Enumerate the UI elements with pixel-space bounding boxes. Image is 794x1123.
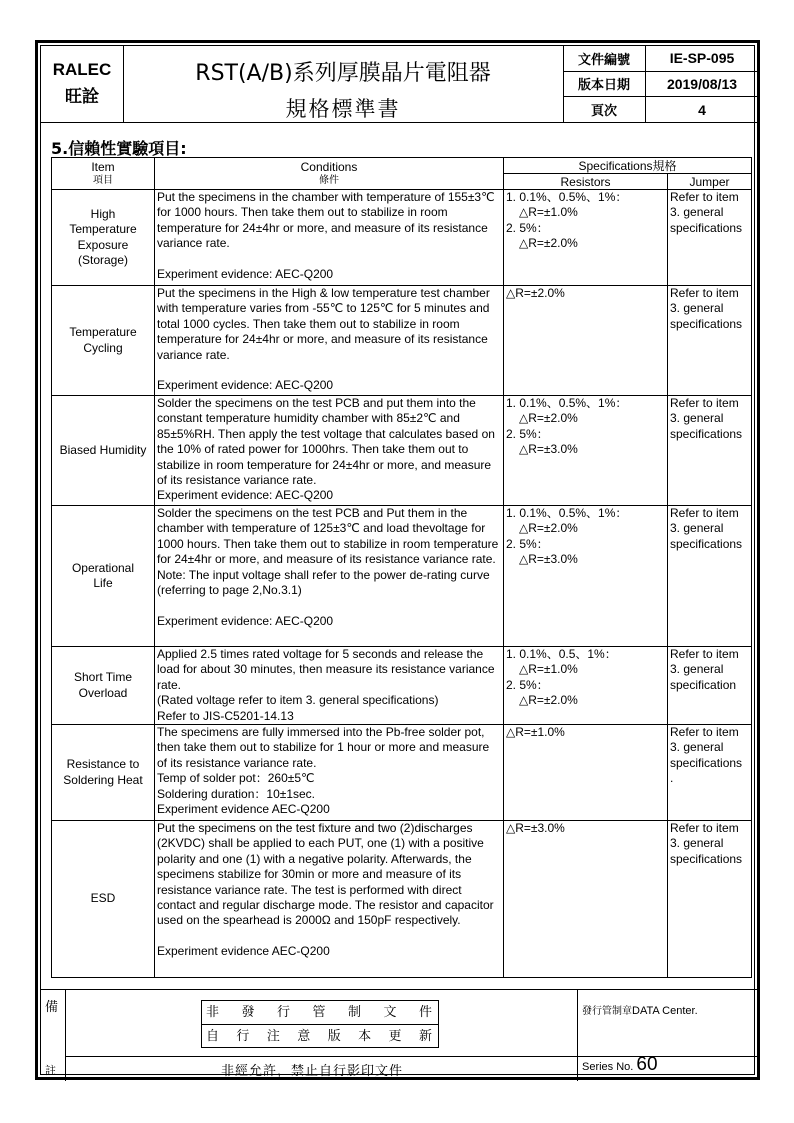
test-item-name [52,821,155,978]
date-label: 版本日期 [563,71,646,97]
document-footer [41,989,758,1081]
resistor-spec-line: △R=±2.0% [506,286,565,300]
jumper-spec-line: 3. general [670,836,724,851]
test-conditions [155,647,504,725]
resistor-spec [504,725,668,821]
jumper-spec [668,396,752,506]
header-item-en: Item [91,159,115,174]
resistor-spec [504,506,668,647]
header-item-zh: 項目 [93,174,113,186]
test-item-name-line: High [90,206,116,221]
test-item-name-line: (Storage) [77,252,129,267]
test-conditions-line [157,363,501,378]
jumper-spec-line: Refer to item [670,647,739,661]
header-specifications: Specifications規格 [504,158,752,174]
test-item-name [52,286,155,396]
test-item-name-line: Overload [78,685,128,700]
title-line1: RST(A/B)系列厚膜晶片電阻器 [195,61,491,86]
table-body [52,190,752,978]
resistor-spec-line: 2. 5%： [506,426,549,441]
page-label: 頁次 [563,97,646,122]
section-title: 5.信賴性實驗項目: [51,139,187,158]
jumper-spec-line: Refer to item [670,725,739,740]
jumper-spec-line: specifications [670,426,743,441]
control-stamp-label-zh: 發行管制章 [582,1006,632,1017]
test-conditions-line: Soldering duration：10±1sec. [157,786,316,801]
jumper-spec-line: specifications [670,316,743,331]
test-conditions-line: Put the specimens on the test fixture and two (2)discharges (2KVDC) shall be applied to each PUT, one (1) with a positive polarity and one (1) with a negative polarity. Afterwards, the specimens stabilize for 30min or more and measure of its resistance variance rate. The test is performed with direct contact and regular discharge mode. The resistor and capacitor used on the spearhead is 2000Ω and 150pF respectively. [157,821,494,928]
test-item-name-line: Temperature [69,222,137,237]
test-conditions-line [157,252,501,267]
footer-divider [577,990,578,1081]
table-row [52,506,752,647]
test-conditions-line: The specimens are fully immersed into the Pb-free solder pot, then take them out to stabilize for 1 hour or more and measure of its resistance variance rate. [157,725,490,770]
jumper-spec [668,647,752,725]
jumper-spec-line: Refer to item [670,190,739,204]
table-row [52,286,752,396]
notice-line2: 自行注意版本更新 [206,1029,434,1044]
test-item-name-line: Resistance to [66,757,140,772]
jumper-spec-line: 3. general [670,411,724,426]
test-item-name-line: Life [93,576,113,590]
jumper-spec [668,821,752,978]
test-conditions-line: Refer to JIS-C5201-14.13 [157,708,294,723]
resistor-spec-line: △R=±2.0% [519,693,578,708]
jumper-spec-line: 3. general [670,205,724,220]
jumper-spec-line: specifications [670,536,743,551]
resistor-spec [504,821,668,978]
header-conditions-en: Conditions [300,159,358,174]
resistor-spec [504,396,668,506]
jumper-spec-line: Refer to item [670,506,739,520]
test-item-name-line: Cycling [83,340,123,355]
test-conditions-line: Solder the specimens on the test PCB and Put them in the chamber with temperature of 125±3℃ and load thevoltage for 1000 hours. Then take them out to stabilize in room temperature for 24±4hr or more, and measure of its resistance variance rate. [157,506,499,567]
resistor-spec-line: △R=±3.0% [519,552,578,567]
test-item-name-line: Short Time [73,670,133,685]
test-conditions [155,396,504,506]
jumper-spec [668,725,752,821]
series-label: Series No. [582,1061,634,1073]
resistor-spec [504,190,668,286]
test-conditions [155,286,504,396]
test-conditions-line: Experiment evidence: AEC-Q200 [157,267,334,282]
resistor-spec-line: 1. 0.1%、0.5、1%： [506,647,617,661]
title-line2: 規格標準書 [285,97,401,121]
doc-no-label: 文件編號 [563,46,646,71]
resistor-spec-line: 2. 5%： [506,677,549,692]
test-conditions [155,821,504,978]
table-row [52,190,752,286]
test-conditions [155,190,504,286]
jumper-spec [668,286,752,396]
series-number [582,1054,658,1076]
test-item-name-line: Biased Humidity [59,442,147,457]
remark-label-bottom: 註 [45,1064,56,1077]
jumper-spec-line: specifications [670,851,743,866]
test-item-name-line: ESD [90,891,116,906]
test-conditions-line: Temp of solder pot：260±5℃ [157,771,315,786]
test-item-name-line: Exposure [77,237,129,252]
test-conditions-line: Experiment evidence: AEC-Q200 [157,488,334,503]
table-row [52,821,752,978]
test-item-name [52,396,155,506]
reliability-test-table [51,157,752,978]
resistor-spec-line: 1. 0.1%、0.5%、1%： [506,506,628,520]
copy-prohibited-notice: 非經允許，禁止自行影印文件 [221,1064,404,1079]
test-conditions-line: Put the specimens in the chamber with temperature of 155±3℃ for 1000 hours. Then take them out to stabilize in room temperature for 24±4hr or more, and measure of its resistance variance rate. [157,190,495,251]
test-conditions [155,725,504,821]
test-item-name-line: Temperature [69,325,137,340]
jumper-spec-line: 3. general [670,662,724,677]
jumper-spec-line: Refer to item [670,286,739,300]
test-conditions-line: Experiment evidence: AEC-Q200 [157,613,334,628]
test-conditions-line: Solder the specimens on the test PCB and put them into the constant temperature humidity chamber with 85±2℃ and 85±5%RH. Then apply the test voltage that calculates based on the 10% of rated power for 1000hrs. Then take them out to stabilize in room temperature for 24±4hr or more, and measure of its resistance variance rate. [157,396,495,488]
test-item-name [52,725,155,821]
header-conditions-zh: 條件 [319,174,339,186]
test-conditions-line: Note: The input voltage shall refer to the power de-rating curve (referring to page 2,No.3.1) [157,567,490,598]
control-stamp-label-en: DATA Center. [632,1005,698,1017]
header-item [52,158,155,190]
test-conditions-line [157,598,501,613]
company-name-en: RALEC [52,60,112,79]
document-title [123,46,564,122]
resistor-spec-line: 2. 5%： [506,220,549,235]
resistor-spec-line: △R=±3.0% [519,442,578,457]
test-item-name [52,190,155,286]
document-inner-frame [40,45,755,1079]
jumper-spec-line: 3. general [670,521,724,536]
resistor-spec-line: △R=±1.0% [519,662,578,677]
jumper-spec-line: Refer to item [670,821,739,836]
jumper-spec [668,506,752,647]
page-value: 4 [698,101,706,118]
resistor-spec [504,286,668,396]
jumper-spec [668,190,752,286]
header-conditions [155,158,504,190]
doc-no-value: IE-SP-095 [646,46,759,71]
test-item-name-line: Soldering Heat [63,772,143,787]
table-row [52,647,752,725]
header-resistors: Resistors [504,174,668,190]
resistor-spec-line: △R=±1.0% [506,725,565,740]
test-conditions-line: Experiment evidence AEC-Q200 [157,802,330,817]
resistor-spec-line: △R=±2.0% [519,236,578,251]
jumper-spec-line: Refer to item [670,396,739,410]
test-conditions [155,506,504,647]
jumper-spec-line: . [670,771,674,786]
jumper-spec-line: specifications [670,220,743,235]
test-conditions-line: Experiment evidence AEC-Q200 [157,944,330,959]
document-frame [35,40,760,1080]
test-item-name [52,506,155,647]
table-row [52,396,752,506]
test-conditions-line: (Rated voltage refer to item 3. general specifications) [157,693,439,708]
jumper-spec-line: specification [670,677,737,692]
header-jumper: Jumper [668,174,752,190]
resistor-spec [504,647,668,725]
table-row [52,725,752,821]
company-name-zh: 旺詮 [65,87,99,107]
test-item-name [52,647,155,725]
remark-label-top: 備 [45,1000,59,1015]
test-item-name-line: Operational [71,560,135,575]
document-header [41,46,758,123]
jumper-spec-line: 3. general [670,740,724,755]
test-conditions-line: Experiment evidence: AEC-Q200 [157,378,334,393]
jumper-spec-line: specifications [670,755,743,770]
date-value: 2019/08/13 [646,71,759,97]
document-meta [563,46,758,122]
control-stamp-label [582,1002,698,1017]
resistor-spec-line: 1. 0.1%、0.5%、1%： [506,396,628,410]
notice-line1: 非發行管制文件 [202,1001,438,1025]
jumper-spec-line: 3. general [670,301,724,316]
uncontrolled-document-notice [201,1000,439,1048]
test-conditions-line: Applied 2.5 times rated voltage for 5 seconds and release the load for about 30 minutes, then measure its resistance variance rate. [157,647,495,692]
resistor-spec-line: 1. 0.1%、0.5%、1%： [506,190,628,204]
resistor-spec-line: △R=±2.0% [519,411,578,426]
company-logo [41,46,124,122]
resistor-spec-line: △R=±3.0% [506,821,565,836]
resistor-spec-line: △R=±2.0% [519,521,578,536]
test-conditions-line: Put the specimens in the High & low temperature test chamber with temperature varies from -55℃ to 125℃ for 5 minutes and total 1000 cycles. Then take them out to stabilize in room temperature for 24±4hr or more, and measure of its resistance variance rate. [157,286,490,362]
resistor-spec-line: △R=±1.0% [519,205,578,220]
series-value: 60 [636,1054,658,1075]
test-conditions-line [157,929,501,944]
footer-divider [65,990,66,1081]
resistor-spec-line: 2. 5%： [506,536,549,551]
